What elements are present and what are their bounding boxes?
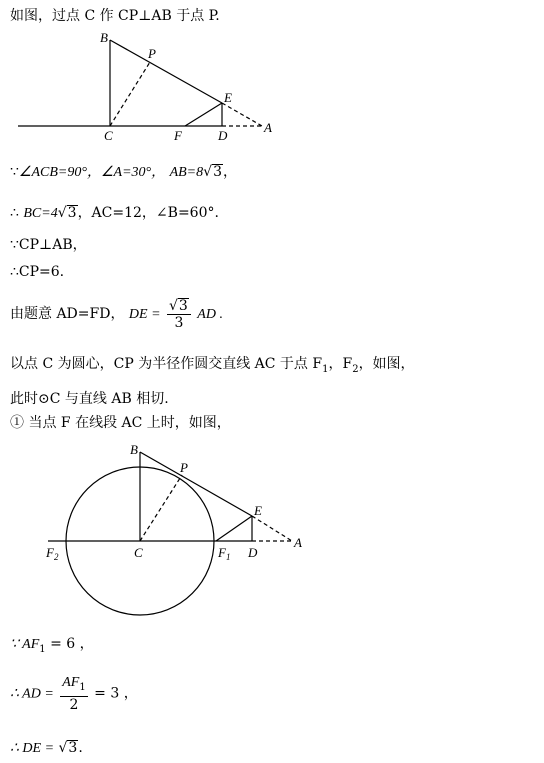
step-7: 此时⊙C 与直线 AB 相切. [10,391,169,407]
label-f1: $F_1$ [218,545,231,562]
step-3: ∵CP⊥AB， [10,237,87,253]
label-d: D [218,128,228,143]
figure-2 [0,438,544,618]
segment-be [140,452,252,516]
label-e: E [224,90,232,105]
step-5: 由题意 AD=FD， DE = $\frac{√3}{3}$ AD . [10,297,223,331]
label-d: D [248,545,258,560]
fraction-sqrt3-over-3: $\frac{√3}{3}$ [167,298,191,331]
figure-1 [0,28,544,146]
label-c: C [104,128,113,143]
step-1: ∵∠ACB=90°，∠A=30°， AB=8√3， [10,164,237,180]
segment-cp [110,62,150,126]
step-8: ① 当点 F 在线段 AC 上时，如图， [10,415,231,431]
segment-fe [185,103,222,126]
segment-f1e [216,516,252,541]
label-c: C [134,545,143,560]
label-e: E [254,503,262,518]
label-b: B [100,30,108,45]
step-10: ∴ AD = $\frac{AF_1}{2}$ = 3 ， [10,675,138,713]
segment-ea [222,103,262,126]
intro-text: 如图，过点 C 作 CP⊥AB 于点 P. [10,8,220,24]
label-f: F [174,128,182,143]
label-a: A [264,120,272,135]
step-4: ∴CP=6. [10,264,65,280]
label-p: P [148,46,156,61]
label-f2: $F_2$ [46,545,59,562]
segment-be [110,40,222,103]
step-9: ∵ $AF_1 = 6$ ， [10,636,94,655]
label-b: B [130,442,138,457]
step-6: 以点 C 为圆心，CP 为半径作圆交直线 AC 于点 $F_1$，$F_2$，如图， [10,356,415,375]
fraction-af1-over-2: $\frac{AF_1}{2}$ [62,675,86,713]
step-2: ∴ BC=4√3，AC=12，∠B=60°. [10,205,219,221]
step-11: ∴ DE = √3. [10,740,83,756]
label-p: P [180,460,188,475]
segment-cp [140,475,182,541]
segment-ea [252,516,292,541]
label-a: A [294,535,302,550]
